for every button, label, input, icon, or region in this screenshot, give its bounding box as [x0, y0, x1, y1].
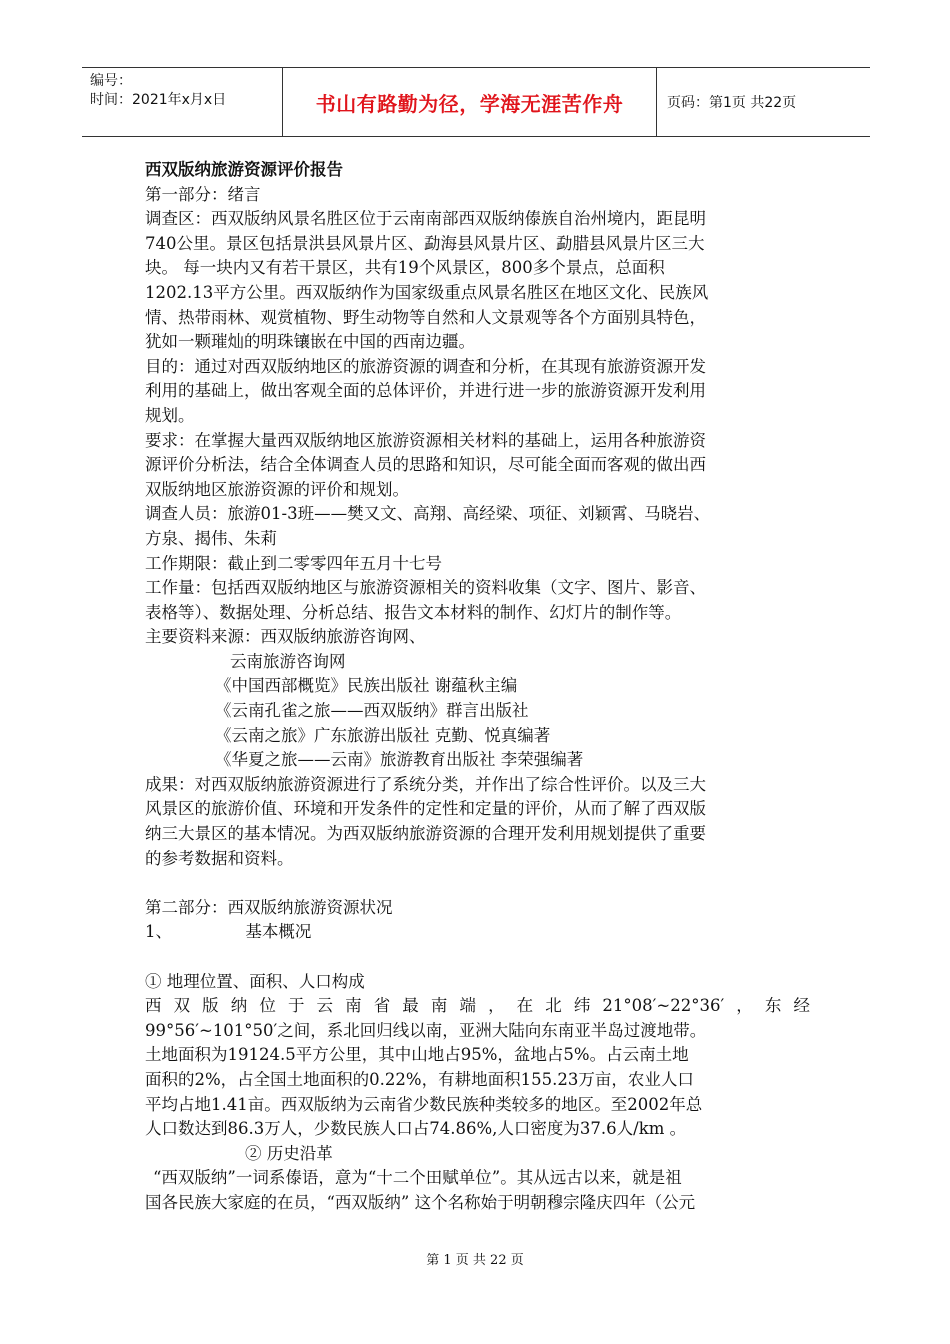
- paragraph-line: 调查人员：旅游01-3班——樊又文、高翔、高经梁、项征、刘颖霄、马晓岩、: [145, 504, 711, 524]
- paragraph-line: 利用的基础上，做出客观全面的总体评价，并进行进一步的旅游资源开发利用: [145, 381, 706, 401]
- paragraph-line: 块。 每一块内又有若干景区，共有19个风景区，800多个景点，总面积: [145, 258, 665, 278]
- source-item: 《华夏之旅——云南》旅游教育出版社 李荣强编著: [215, 750, 584, 770]
- paragraph-line: 双版纳地区旅游资源的评价和规划。: [145, 479, 409, 499]
- section-heading: 1、 基本概况: [145, 922, 312, 942]
- paragraph-line: 目的：通过对西双版纳地区的旅游资源的调查和分析，在其现有旅游资源开发: [145, 356, 706, 376]
- document-number-label: 编号：: [90, 73, 132, 89]
- document-body: [145, 158, 810, 1216]
- paragraph-line: 方泉、揭伟、朱莉: [145, 528, 277, 548]
- paragraph-line: 土地面积为19124.5平方公里，其中山地占95%，盆地占5%。占云南土地: [145, 1045, 689, 1065]
- source-item: 云南旅游咨询网: [230, 651, 346, 671]
- paragraph-line: 国各民族大家庭的在员，“西双版纳” 这个名称始于明朝穆宗隆庆四年（公元: [145, 1192, 696, 1212]
- document-date-label: 时间：2021年x月x日: [90, 92, 227, 108]
- paragraph-line: 情、热带雨林、观赏植物、野生动物等自然和人文景观等各个方面别具特色，: [145, 307, 706, 327]
- paragraph-line: 工作期限：截止到二零零四年五月十七号: [145, 553, 442, 573]
- paragraph-line: 要求：在掌握大量西双版纳地区旅游资源相关材料的基础上，运用各种旅游资: [145, 430, 706, 450]
- spacer: [145, 945, 810, 970]
- paragraph-line: “西双版纳”一词系傣语，意为“十二个田赋单位”。其从远古以来，就是祖: [153, 1168, 682, 1188]
- paragraph-line: 源评价分析法，结合全体调查人员的思路和知识，尽可能全面而客观的做出西: [145, 455, 706, 475]
- source-item: 《云南之旅》广东旅游出版社 克勤、悦真编著: [215, 725, 551, 745]
- paragraph-line: 表格等）、数据处理、分析总结、报告文本材料的制作、幻灯片的制作等。: [145, 602, 682, 622]
- paragraph-line: 面积的2%，占全国土地面积的0.22%，有耕地面积155.23万亩，农业人口: [145, 1069, 694, 1089]
- page-header: [82, 67, 870, 137]
- header-motto: 书山有路勤为径，学海无涯苦作舟: [315, 91, 624, 116]
- paragraph-line: 工作量：包括西双版纳地区与旅游资源相关的资料收集（文字、图片、影音、: [145, 578, 706, 598]
- subsection-heading: ① 地理位置、面积、人口构成: [145, 971, 365, 991]
- paragraph-line: 人口数达到86.3万人，少数民族人口占74.86%,人口密度为37.6人/km 。: [145, 1119, 687, 1139]
- part-heading: 第二部分：西双版纳旅游资源状况: [145, 897, 393, 917]
- page-footer: 第 1 页 共 22 页: [426, 1253, 524, 1268]
- paragraph-line: 的参考数据和资料。: [145, 848, 294, 868]
- paragraph-line: 1202.13平方公里。西双版纳作为国家级重点风景名胜区在地区文化、民族风: [145, 282, 709, 302]
- header-meta: [82, 68, 282, 136]
- paragraph-line: 成果：对西双版纳旅游资源进行了系统分类，并作出了综合性评价。以及三大: [145, 774, 706, 794]
- paragraph-line: 740公里。景区包括景洪县风景片区、勐海县风景片区、勐腊县风景片区三大: [145, 233, 705, 253]
- source-item: 《云南孔雀之旅——西双版纳》群言出版社: [215, 701, 529, 721]
- document-title: 西双版纳旅游资源评价报告: [145, 160, 343, 179]
- paragraph-line: 犹如一颗璀灿的明珠镶嵌在中国的西南边疆。: [145, 332, 475, 352]
- part-heading: 第一部分：绪言: [145, 184, 261, 204]
- header-page-info: 页码：第1页 共22页: [667, 95, 797, 111]
- paragraph-line: 99°56′~101°50′之间，系北回归线以南，亚洲大陆向东南亚半岛过渡地带。: [145, 1020, 707, 1040]
- paragraph-line: 平均占地1.41亩。西双版纳为云南省少数民族种类较多的地区。至2002年总: [145, 1094, 703, 1114]
- paragraph-line: 西双版纳位于云南省最南端，在北纬21°08′~22°36′，东经: [145, 996, 810, 1016]
- sources-label: 主要资料来源：西双版纳旅游咨询网、: [145, 627, 426, 647]
- spacer: [145, 871, 810, 896]
- header-motto-cell: [282, 68, 657, 136]
- paragraph-line: 纳三大景区的基本情况。为西双版纳旅游资源的合理开发利用规划提供了重要: [145, 824, 706, 844]
- paragraph-line: 调查区：西双版纳风景名胜区位于云南南部西双版纳傣族自治州境内，距昆明: [145, 209, 706, 229]
- paragraph-line: 规划。: [145, 405, 195, 425]
- paragraph-line: 风景区的旅游价值、环境和开发条件的定性和定量的评价，从而了解了西双版: [145, 799, 706, 819]
- subsection-heading: ② 历史沿革: [245, 1143, 333, 1163]
- source-item: 《中国西部概览》民族出版社 谢蕴秋主编: [215, 676, 518, 696]
